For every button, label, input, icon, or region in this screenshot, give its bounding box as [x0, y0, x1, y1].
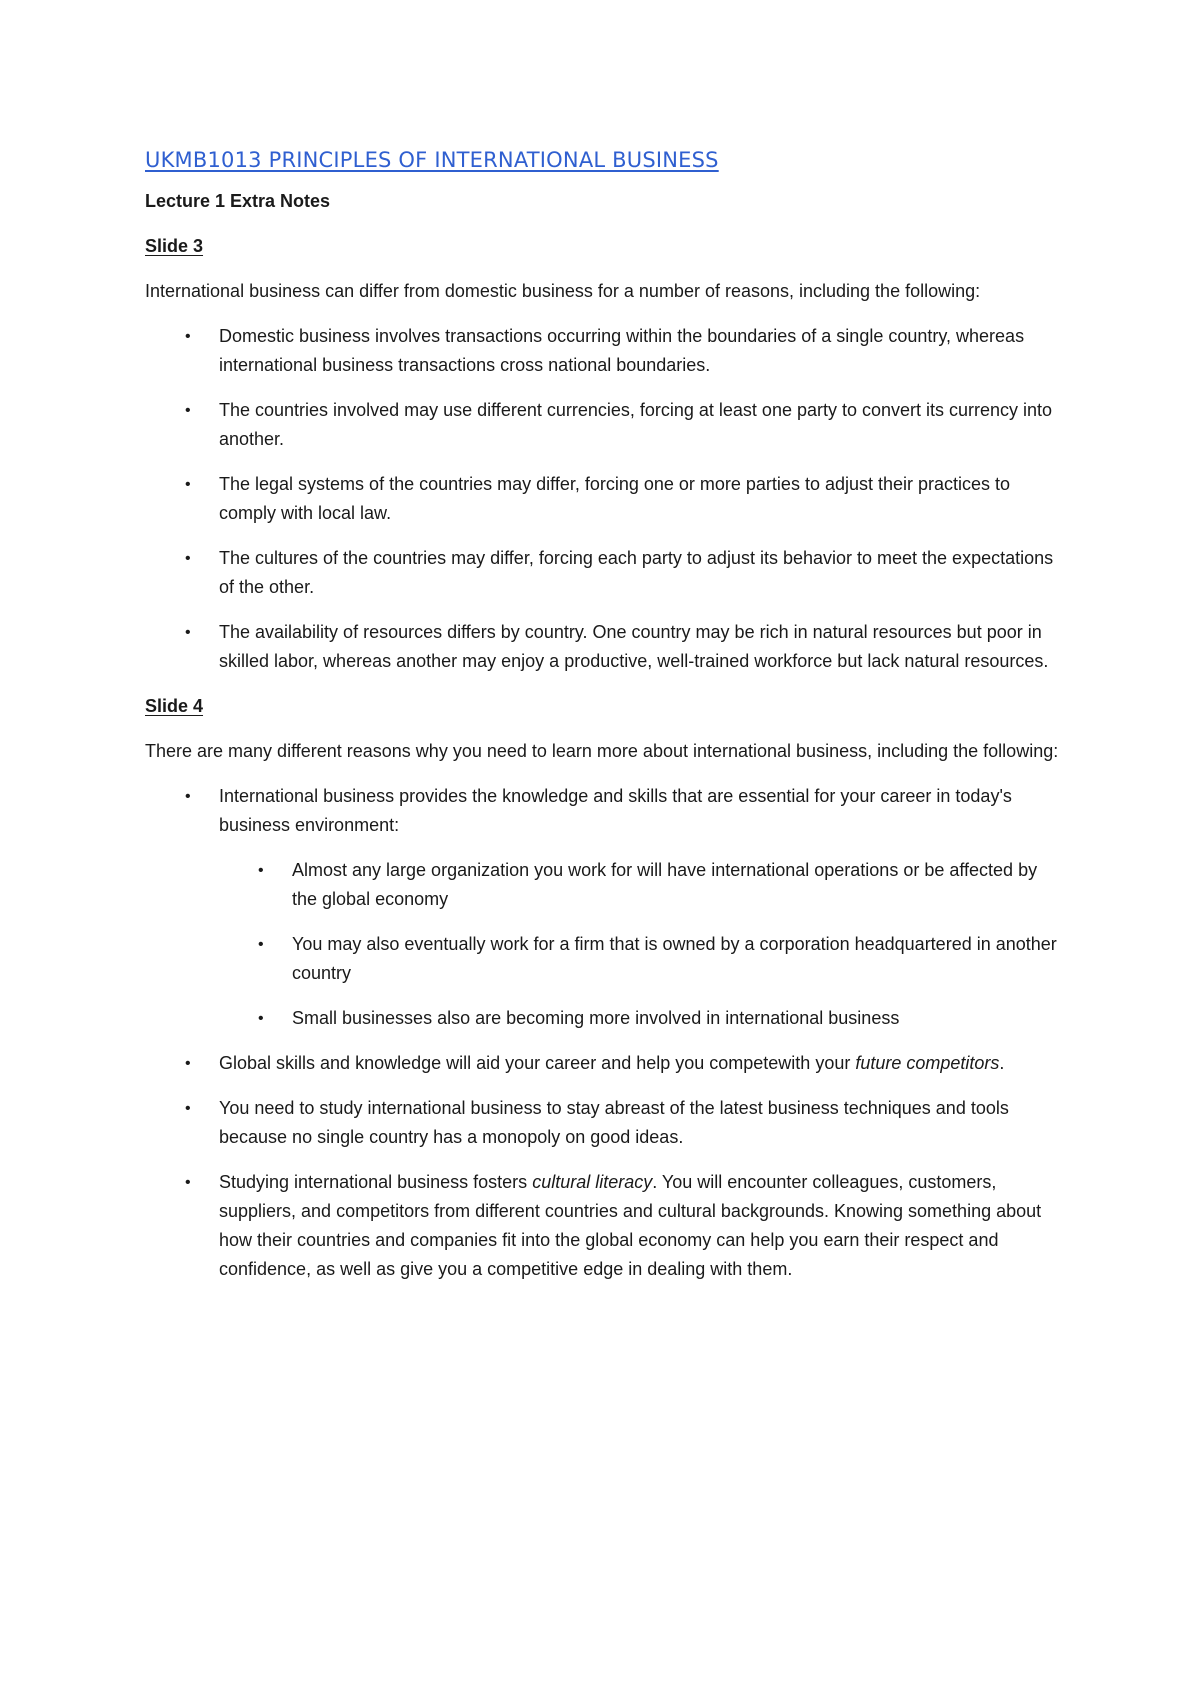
bullet-icon: •	[258, 936, 264, 953]
sub-list-item	[219, 930, 1065, 988]
sub-list-item-text: Almost any large organization you work for will have international operations or be affected by the global economy	[292, 860, 1038, 909]
bullet-icon: •	[185, 1100, 191, 1117]
list-item	[145, 544, 1065, 602]
document-body	[145, 146, 1065, 1300]
bullet-icon: •	[185, 788, 191, 805]
list-item-text: You need to study international business to stay abreast of the latest business techniques and tools because no single country has a monopoly on good ideas.	[219, 1098, 1009, 1147]
bullet-icon: •	[185, 624, 191, 641]
list-item	[145, 322, 1065, 380]
list-item-text: Domestic business involves transactions occurring within the boundaries of a single country, whereas international business transactions cross national boundaries.	[219, 326, 1025, 375]
section-slide-3	[145, 232, 1065, 676]
sub-bullet-list	[219, 856, 1065, 1033]
section-heading: Slide 4	[145, 696, 204, 716]
list-item-text-part: Studying international business fosters	[219, 1172, 533, 1192]
list-item-text: The cultures of the countries may differ, forcing each party to adjust its behavior to meet the expectations of the other.	[219, 548, 1054, 597]
list-item	[145, 1049, 1065, 1078]
list-item-text-part: .	[999, 1053, 1005, 1073]
list-item	[145, 396, 1065, 454]
list-item	[145, 470, 1065, 528]
bullet-list	[145, 782, 1065, 1284]
document-title: UKMB1013 PRINCIPLES OF INTERNATIONAL BUSINESS	[145, 148, 719, 172]
bullet-icon: •	[258, 862, 264, 879]
sub-list-item	[219, 1004, 1065, 1033]
emphasized-term: future competitors	[855, 1053, 1000, 1073]
sub-list-item-text: You may also eventually work for a firm that is owned by a corporation headquartered in another country	[292, 934, 1057, 983]
section-slide-4	[145, 692, 1065, 1284]
section-heading: Slide 3	[145, 236, 204, 256]
bullet-icon: •	[258, 1010, 264, 1027]
bullet-icon: •	[185, 476, 191, 493]
list-item	[145, 618, 1065, 676]
lecture-subtitle: Lecture 1 Extra Notes	[145, 191, 331, 211]
list-item-text-part: Global skills and knowledge will aid your career and help you competewith your	[219, 1053, 856, 1073]
bullet-icon: •	[185, 550, 191, 567]
section-intro: International business can differ from domestic business for a number of reasons, including the following:	[145, 281, 981, 301]
list-item-text: The availability of resources differs by country. One country may be rich in natural resources but poor in skilled labor, whereas another may enjoy a productive, well-trained workforce but lack natural resources.	[219, 622, 1049, 671]
list-item	[145, 782, 1065, 1033]
emphasized-term: cultural literacy	[532, 1172, 653, 1192]
list-item	[145, 1094, 1065, 1152]
sub-list-item	[219, 856, 1065, 914]
list-item-text: The legal systems of the countries may differ, forcing one or more parties to adjust their practices to comply with local law.	[219, 474, 1011, 523]
bullet-list	[145, 322, 1065, 676]
bullet-icon: •	[185, 328, 191, 345]
list-item	[145, 1168, 1065, 1284]
bullet-icon: •	[185, 1055, 191, 1072]
list-item-text-part: . You will encounter colleagues, customers, suppliers, and competitors from different countries and cultural backgrounds. Knowing something about how their countries and companies fit into the global economy can help you earn their respect and confidence, as well as give you a competitive edge in dealing with them.	[219, 1172, 1042, 1279]
bullet-icon: •	[185, 1174, 191, 1191]
section-intro: There are many different reasons why you need to learn more about international business, including the following:	[145, 741, 1059, 761]
sub-list-item-text: Small businesses also are becoming more involved in international business	[292, 1008, 900, 1028]
list-item-text: The countries involved may use different currencies, forcing at least one party to convert its currency into another.	[219, 400, 1053, 449]
list-item-text: International business provides the knowledge and skills that are essential for your career in today's business environment:	[219, 786, 1012, 835]
bullet-icon: •	[185, 402, 191, 419]
